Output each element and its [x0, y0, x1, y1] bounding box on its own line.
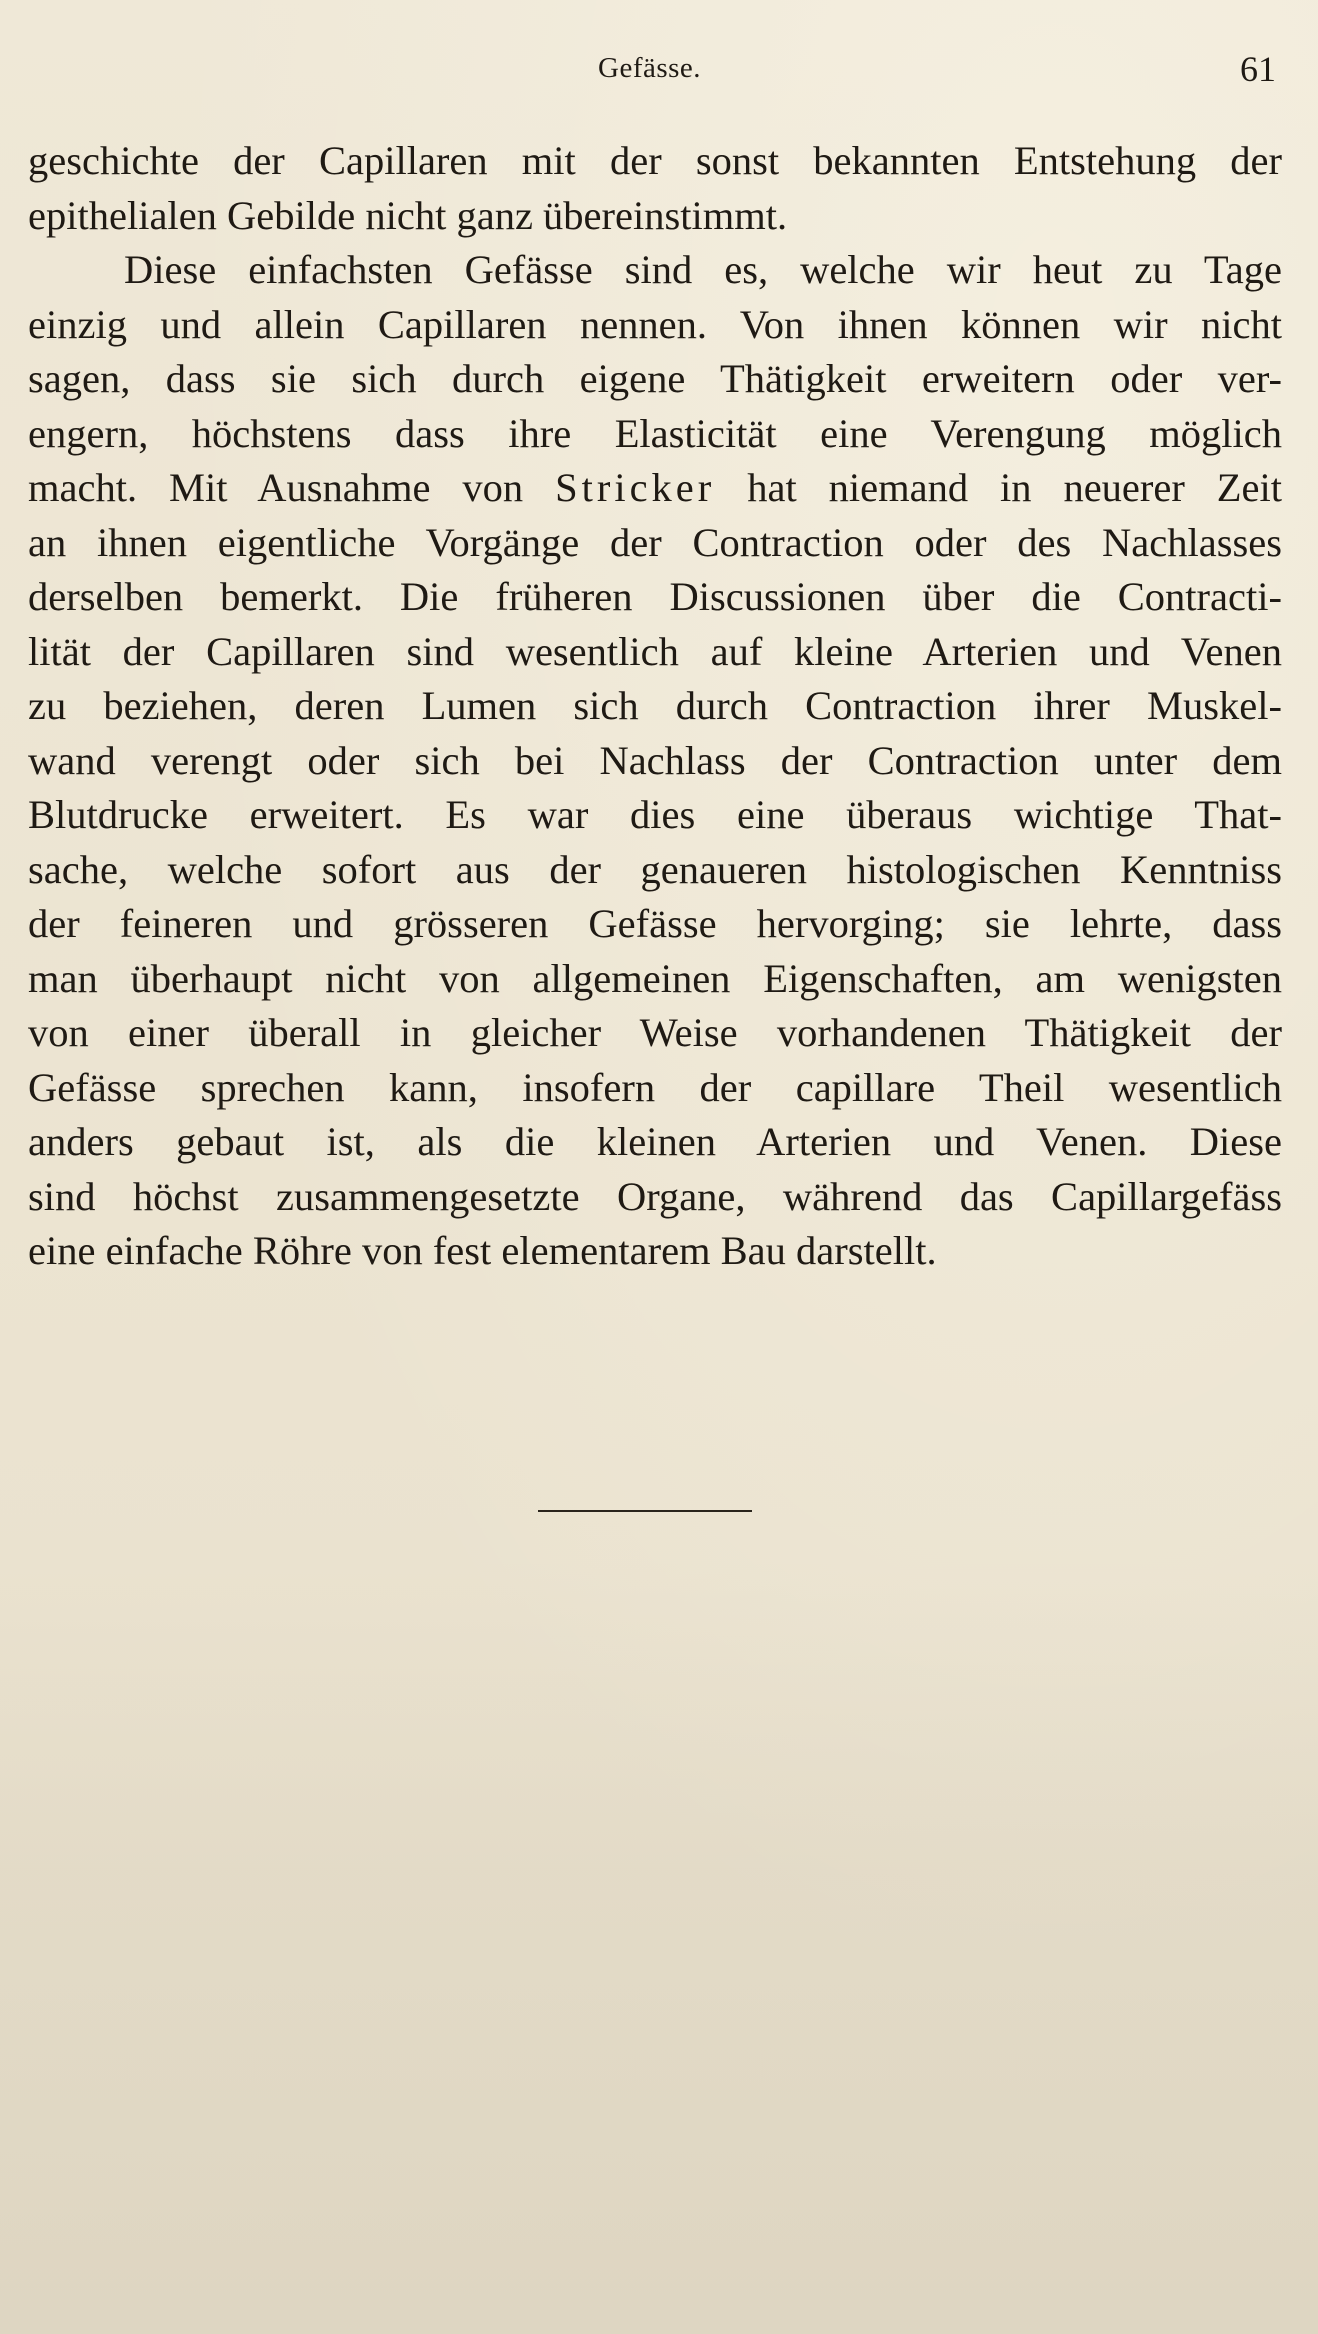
text-line: sind höchst zusammengesetzte Organe, während das Capillargefäss [28, 1173, 1282, 1219]
text-line: an ihnen eigentliche Vorgänge der Contraction oder des Nachlasses [28, 519, 1282, 565]
page-number: 61 [1240, 49, 1276, 89]
text-line: geschichte der Capillaren mit der sonst bekannten Entstehung der [28, 138, 1282, 183]
show-through-area [0, 1560, 1318, 2334]
text-segment: macht. Mit Ausnahme von [28, 465, 524, 510]
text-line: der feineren und grösseren Gefässe hervorging; sie lehrte, dass [28, 901, 1282, 946]
author-name-spaced: Stricker [555, 465, 716, 510]
section-divider-rule [538, 1510, 752, 1512]
text-line [28, 461, 1282, 516]
text-line: Blutdrucke erweitert. Es war dies eine überaus wichtige That- [28, 792, 1282, 837]
text-line: von einer überall in gleicher Weise vorhandenen Thätigkeit der [28, 1010, 1282, 1055]
body-text [28, 134, 1282, 1279]
text-line: eine einfache Röhre von fest elementarem Bau darstellt. [28, 1228, 937, 1273]
running-head [0, 48, 1318, 98]
text-line: einzig und allein Capillaren nennen. Von ihnen können wir nicht [28, 301, 1282, 347]
text-line: sagen, dass sie sich durch eigene Thätigkeit erweitern oder ver- [28, 356, 1282, 401]
text-line: sache, welche sofort aus der genaueren histologischen Kenntniss [28, 846, 1282, 892]
text-line: lität der Capillaren sind wesentlich auf kleine Arterien und Venen [28, 628, 1282, 674]
text-line: Gefässe sprechen kann, insofern der capillare Theil wesentlich [28, 1064, 1282, 1110]
text-line: engern, höchstens dass ihre Elasticität eine Verengung möglich [28, 410, 1282, 456]
text-line: man überhaupt nicht von allgemeinen Eigenschaften, am wenigsten [28, 955, 1282, 1001]
running-head-title: Gefässe. [598, 52, 702, 84]
text-line: anders gebaut ist, als die kleinen Arterien und Venen. Diese [28, 1119, 1282, 1164]
text-line: zu beziehen, deren Lumen sich durch Contraction ihrer Muskel- [28, 683, 1282, 728]
text-line: derselben bemerkt. Die früheren Discussionen über die Contracti- [28, 574, 1282, 619]
text-segment: hat niemand in neuerer Zeit [747, 465, 1282, 510]
text-line: Diese einfachsten Gefässe sind es, welche wir heut zu Tage [124, 247, 1282, 292]
text-line: wand verengt oder sich bei Nachlass der Contraction unter dem [28, 737, 1282, 783]
text-line: epithelialen Gebilde nicht ganz übereinstimmt. [28, 192, 788, 238]
